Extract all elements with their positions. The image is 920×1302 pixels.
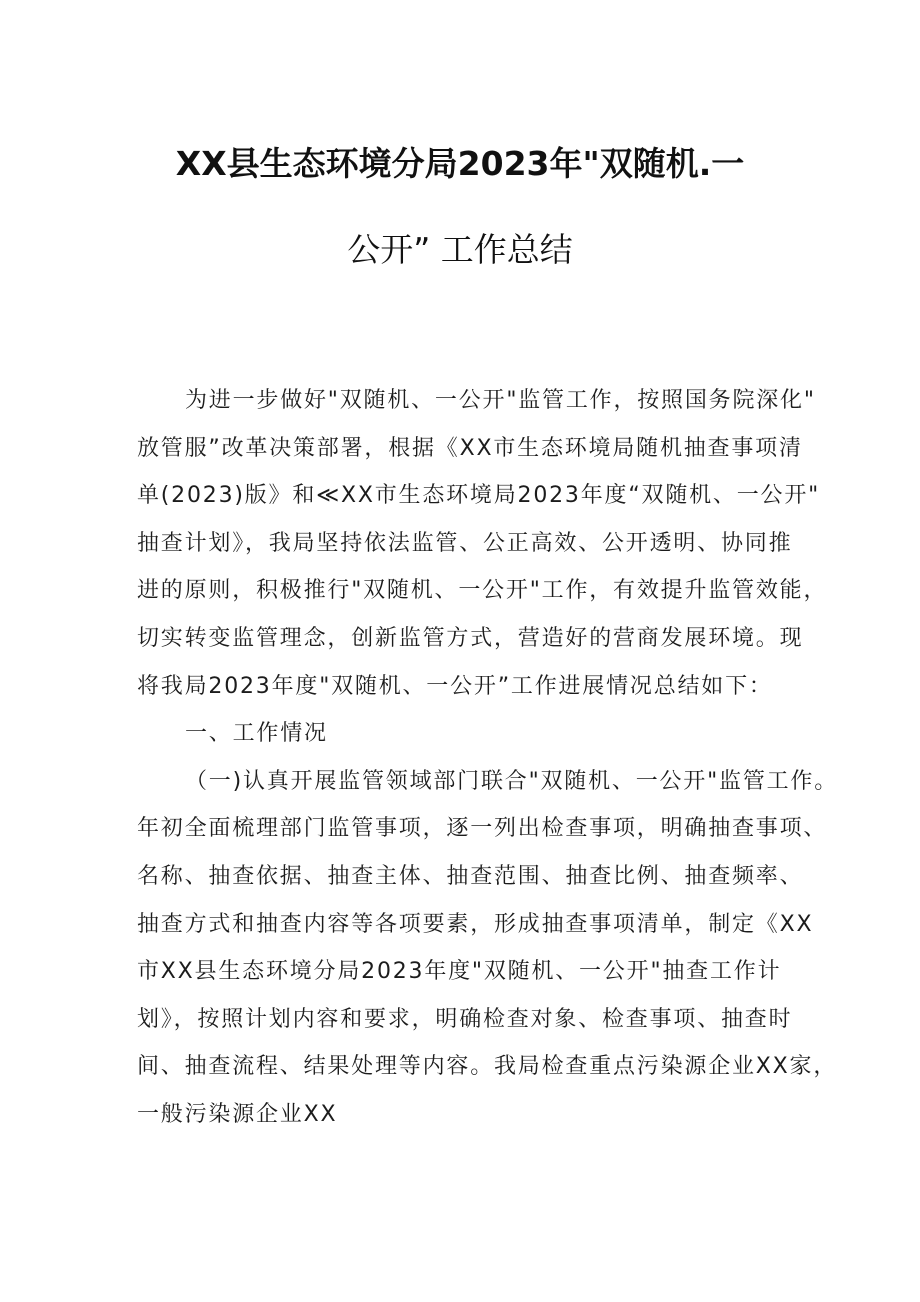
paragraph-2-line-4: 抽查方式和抽查内容等各项要素，形成抽查事项清单，制定《XX xyxy=(137,911,814,937)
document-title-line-2: 公开” 工作总结 xyxy=(347,230,573,269)
paragraph-2-line-7: 间、抽查流程、结果处理等内容。我局检查重点污染源企业XX家， xyxy=(137,1054,838,1080)
paragraph-1-line-2: 放管服”改革决策部署，根据《XX市生态环境局随机抽查事项清 xyxy=(137,435,803,461)
document-body xyxy=(137,377,839,1139)
document-title-line-1: XX县生态环境分局2023年"双随机.一 xyxy=(175,144,745,183)
paragraph-2-line-8: 一般污染源企业XX xyxy=(137,1101,338,1127)
paragraph-1-line-5: 进的原则，积极推行"双随机、一公开"工作，有效提升监管效能， xyxy=(137,578,828,604)
paragraph-1-line-7: 将我局2023年度"双随机、一公开”工作进展情况总结如下： xyxy=(137,673,773,699)
paragraph-2-line-6: 划》，按照计划内容和要求，明确检查对象、检查事项、抽查时 xyxy=(137,1006,793,1032)
paragraph-2-line-3: 名称、抽查依据、抽查主体、抽查范围、抽查比例、抽查频率、 xyxy=(137,863,804,889)
paragraph-1-line-1: 为进一步做好"双随机、一公开"监管工作，按照国务院深化" xyxy=(185,388,816,413)
paragraph-2-line-2: 年初全面梳理部门监管事项，逐一列出检查事项，明确抽查事项、 xyxy=(137,816,828,842)
paragraph-2-line-5: 市XX县生态环境分局2023年度"双随机、一公开"抽查工作计 xyxy=(137,959,782,985)
paragraph-1-line-6: 切实转变监管理念，创新监管方式，营造好的营商发展环境。现 xyxy=(137,625,804,651)
paragraph-1-line-4: 抽查计划》，我局坚持依法监管、公正高效、公开透明、协同推 xyxy=(137,530,793,556)
section-heading-work-status: 一、工作情况 xyxy=(185,721,328,747)
paragraph-1-line-3: 单(2023)版》和≪XX市生态环境局2023年度“双随机、一公开" xyxy=(137,483,821,509)
paragraph-2-line-1: （一)认真开展监管领域部门联合"双随机、一公开"监管工作。 xyxy=(185,768,839,794)
